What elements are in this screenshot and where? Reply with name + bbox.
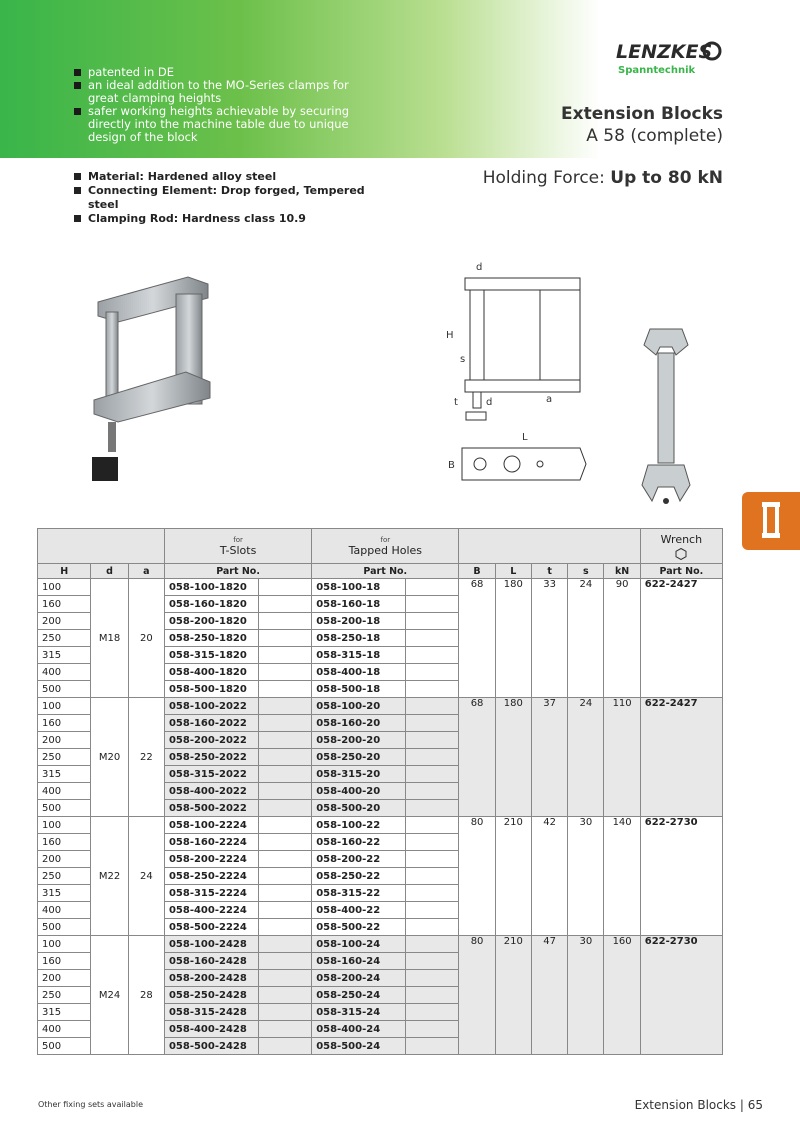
cell-s: 24 — [568, 698, 604, 817]
cell-empty — [406, 817, 459, 834]
cell-a: 22 — [128, 698, 164, 817]
cell-tslot-part: 058-400-1820 — [164, 664, 258, 681]
dim-d: d — [486, 397, 493, 408]
cell-tapped-part: 058-400-18 — [312, 664, 406, 681]
cell-empty — [258, 766, 311, 783]
cell-tslot-part: 058-200-1820 — [164, 613, 258, 630]
cell-tslot-part: 058-200-2022 — [164, 732, 258, 749]
cell-empty — [406, 1021, 459, 1038]
cell-tslot-part: 058-400-2022 — [164, 783, 258, 800]
spec-item: Clamping Rod: Hardness class 10.9 — [74, 212, 374, 226]
cell-empty — [258, 698, 311, 715]
cell-empty — [258, 953, 311, 970]
cell-H: 160 — [38, 596, 91, 613]
cell-empty — [406, 613, 459, 630]
col-wrench-part: Part No. — [640, 564, 722, 579]
cell-tapped-part: 058-100-24 — [312, 936, 406, 953]
cell-tslot-part: 058-200-2224 — [164, 851, 258, 868]
col-t: t — [531, 564, 567, 579]
cell-t: 33 — [531, 579, 567, 698]
col-tslot-part: Part No. — [164, 564, 311, 579]
cell-tapped-part: 058-200-18 — [312, 613, 406, 630]
cell-tapped-part: 058-400-22 — [312, 902, 406, 919]
cell-tapped-part: 058-400-24 — [312, 1021, 406, 1038]
cell-empty — [258, 630, 311, 647]
cell-tslot-part: 058-400-2224 — [164, 902, 258, 919]
cell-tslot-part: 058-315-2224 — [164, 885, 258, 902]
cell-tslot-part: 058-500-2224 — [164, 919, 258, 936]
cell-empty — [258, 749, 311, 766]
wrench-group-header: Wrench — [640, 529, 722, 564]
cell-a: 20 — [128, 579, 164, 698]
cell-empty — [258, 868, 311, 885]
cell-H: 100 — [38, 817, 91, 834]
cell-tapped-part: 058-100-20 — [312, 698, 406, 715]
cell-B: 68 — [459, 698, 495, 817]
cell-tslot-part: 058-160-1820 — [164, 596, 258, 613]
cell-wrench-part: 622-2427 — [640, 698, 722, 817]
cell-empty — [406, 919, 459, 936]
cell-B: 80 — [459, 817, 495, 936]
col-s: s — [568, 564, 604, 579]
table-row — [38, 936, 723, 953]
lenzkes-logo — [614, 38, 724, 78]
cell-H: 500 — [38, 800, 91, 817]
parts-table — [37, 528, 723, 1055]
spacer-cell — [459, 529, 640, 564]
cell-L: 180 — [495, 579, 531, 698]
cell-empty — [406, 647, 459, 664]
cell-H: 100 — [38, 698, 91, 715]
cell-tapped-part: 058-315-22 — [312, 885, 406, 902]
cell-H: 315 — [38, 885, 91, 902]
cell-tslot-part: 058-250-1820 — [164, 630, 258, 647]
feature-list — [74, 66, 364, 144]
cell-tapped-part: 058-200-24 — [312, 970, 406, 987]
cell-empty — [258, 987, 311, 1004]
cell-H: 250 — [38, 749, 91, 766]
cell-t: 47 — [531, 936, 567, 1055]
cell-L: 210 — [495, 936, 531, 1055]
cell-empty — [406, 987, 459, 1004]
cell-d: M24 — [91, 936, 128, 1055]
dim-t: t — [454, 397, 458, 408]
cell-tapped-part: 058-250-22 — [312, 868, 406, 885]
cell-d: M20 — [91, 698, 128, 817]
col-kN: kN — [604, 564, 640, 579]
feature-item: safer working heights achievable by securing directly into the machine table due to unique design of the block — [74, 105, 364, 144]
cell-tapped-part: 058-100-22 — [312, 817, 406, 834]
cell-empty — [258, 936, 311, 953]
cell-empty — [406, 970, 459, 987]
cell-s: 24 — [568, 579, 604, 698]
cell-empty — [406, 936, 459, 953]
spacer-cell — [38, 529, 165, 564]
cell-a: 28 — [128, 936, 164, 1055]
cell-B: 80 — [459, 936, 495, 1055]
cell-tapped-part: 058-400-20 — [312, 783, 406, 800]
cell-s: 30 — [568, 817, 604, 936]
cell-wrench-part: 622-2730 — [640, 936, 722, 1055]
cell-wrench-part: 622-2730 — [640, 817, 722, 936]
cell-empty — [258, 970, 311, 987]
cell-tapped-part: 058-500-24 — [312, 1038, 406, 1055]
cell-H: 250 — [38, 868, 91, 885]
cell-empty — [406, 681, 459, 698]
col-a: a — [128, 564, 164, 579]
cell-empty — [406, 1038, 459, 1055]
cell-empty — [406, 698, 459, 715]
cell-tapped-part: 058-315-20 — [312, 766, 406, 783]
cell-tslot-part: 058-100-2022 — [164, 698, 258, 715]
cell-empty — [258, 647, 311, 664]
cell-H: 315 — [38, 766, 91, 783]
cell-empty — [406, 715, 459, 732]
cell-H: 250 — [38, 630, 91, 647]
cell-B: 68 — [459, 579, 495, 698]
cell-empty — [258, 596, 311, 613]
cell-H: 160 — [38, 834, 91, 851]
tapped-group-header: for Tapped Holes — [312, 529, 459, 564]
cell-tapped-part: 058-250-20 — [312, 749, 406, 766]
cell-empty — [406, 749, 459, 766]
cell-empty — [258, 579, 311, 596]
holding-force-label: Holding Force: — [482, 168, 605, 188]
cell-tslot-part: 058-315-2022 — [164, 766, 258, 783]
cell-H: 400 — [38, 1021, 91, 1038]
col-tapped-part: Part No. — [312, 564, 459, 579]
cell-empty — [258, 1021, 311, 1038]
cell-empty — [258, 613, 311, 630]
cell-empty — [406, 1004, 459, 1021]
feature-item: an ideal addition to the MO-Series clamps for great clamping heights — [74, 79, 364, 105]
cell-tapped-part: 058-160-24 — [312, 953, 406, 970]
cell-empty — [258, 919, 311, 936]
table-row — [38, 817, 723, 834]
cell-H: 160 — [38, 715, 91, 732]
cell-tapped-part: 058-315-24 — [312, 1004, 406, 1021]
cell-empty — [258, 817, 311, 834]
cell-tapped-part: 058-250-24 — [312, 987, 406, 1004]
cell-tapped-part: 058-200-20 — [312, 732, 406, 749]
col-H: H — [38, 564, 91, 579]
cell-empty — [406, 902, 459, 919]
cell-tapped-part: 058-200-22 — [312, 851, 406, 868]
cell-t: 42 — [531, 817, 567, 936]
cell-tapped-part: 058-160-18 — [312, 596, 406, 613]
col-L: L — [495, 564, 531, 579]
cell-empty — [258, 885, 311, 902]
page-title: Extension Blocks — [561, 104, 723, 124]
cell-tapped-part: 058-160-20 — [312, 715, 406, 732]
cell-empty — [406, 851, 459, 868]
cell-H: 500 — [38, 681, 91, 698]
cell-tslot-part: 058-100-2224 — [164, 817, 258, 834]
cell-tslot-part: 058-250-2428 — [164, 987, 258, 1004]
page-subtitle: A 58 (complete) — [586, 126, 723, 146]
dim-d-top: d — [476, 262, 483, 273]
table-row — [38, 698, 723, 715]
cell-empty — [406, 783, 459, 800]
cell-empty — [258, 851, 311, 868]
cell-H: 315 — [38, 1004, 91, 1021]
extension-block-icon — [760, 500, 782, 542]
cell-H: 100 — [38, 579, 91, 596]
product-photo — [78, 272, 228, 492]
cell-empty — [406, 732, 459, 749]
dim-L: L — [522, 432, 528, 443]
cell-empty — [406, 664, 459, 681]
cell-tslot-part: 058-315-2428 — [164, 1004, 258, 1021]
cell-d: M22 — [91, 817, 128, 936]
cell-tslot-part: 058-160-2022 — [164, 715, 258, 732]
feature-item: patented in DE — [74, 66, 364, 79]
tslots-group-header: for T-Slots — [164, 529, 311, 564]
cell-H: 200 — [38, 613, 91, 630]
cell-H: 400 — [38, 783, 91, 800]
cell-tapped-part: 058-100-18 — [312, 579, 406, 596]
cell-H: 500 — [38, 919, 91, 936]
cell-empty — [258, 800, 311, 817]
svg-text:Spanntechnik: Spanntechnik — [618, 65, 696, 76]
dim-B: B — [448, 460, 455, 471]
cell-tapped-part: 058-250-18 — [312, 630, 406, 647]
wrench-image — [636, 325, 696, 505]
cell-tapped-part: 058-500-22 — [312, 919, 406, 936]
cell-empty — [406, 800, 459, 817]
table-row — [38, 579, 723, 596]
cell-tslot-part: 058-500-2022 — [164, 800, 258, 817]
cell-empty — [258, 664, 311, 681]
cell-empty — [406, 885, 459, 902]
hexagon-icon — [675, 548, 687, 560]
cell-H: 250 — [38, 987, 91, 1004]
spec-item: Connecting Element: Drop forged, Tempered steel — [74, 184, 374, 212]
cell-kN: 90 — [604, 579, 640, 698]
cell-empty — [258, 715, 311, 732]
cell-tapped-part: 058-160-22 — [312, 834, 406, 851]
cell-empty — [258, 681, 311, 698]
footer-note: Other fixing sets available — [38, 1100, 143, 1109]
cell-empty — [406, 630, 459, 647]
cell-tslot-part: 058-160-2428 — [164, 953, 258, 970]
cell-empty — [406, 868, 459, 885]
cell-tapped-part: 058-500-18 — [312, 681, 406, 698]
cell-H: 200 — [38, 732, 91, 749]
cell-empty — [258, 834, 311, 851]
cell-L: 180 — [495, 698, 531, 817]
cell-tslot-part: 058-160-2224 — [164, 834, 258, 851]
cell-tslot-part: 058-250-2224 — [164, 868, 258, 885]
spec-list — [74, 170, 374, 226]
cell-tslot-part: 058-315-1820 — [164, 647, 258, 664]
dim-a: a — [546, 394, 553, 405]
cell-empty — [258, 902, 311, 919]
cell-kN: 160 — [604, 936, 640, 1055]
cell-empty — [258, 1004, 311, 1021]
cell-H: 500 — [38, 1038, 91, 1055]
col-B: B — [459, 564, 495, 579]
spec-item: Material: Hardened alloy steel — [74, 170, 374, 184]
cell-empty — [258, 783, 311, 800]
cell-tslot-part: 058-100-2428 — [164, 936, 258, 953]
cell-L: 210 — [495, 817, 531, 936]
cell-tslot-part: 058-500-2428 — [164, 1038, 258, 1055]
cell-empty — [258, 1038, 311, 1055]
cell-a: 24 — [128, 817, 164, 936]
cell-empty — [406, 953, 459, 970]
cell-H: 200 — [38, 851, 91, 868]
technical-drawing — [440, 260, 590, 490]
cell-empty — [406, 596, 459, 613]
svg-text:LENZKES: LENZKES — [616, 41, 713, 63]
cell-tapped-part: 058-500-20 — [312, 800, 406, 817]
cell-empty — [258, 732, 311, 749]
dim-H: H — [446, 330, 454, 341]
cell-empty — [406, 834, 459, 851]
cell-H: 160 — [38, 953, 91, 970]
cell-H: 400 — [38, 664, 91, 681]
cell-H: 100 — [38, 936, 91, 953]
cell-empty — [406, 766, 459, 783]
cell-kN: 110 — [604, 698, 640, 817]
cell-H: 315 — [38, 647, 91, 664]
cell-empty — [406, 579, 459, 596]
col-d: d — [91, 564, 128, 579]
cell-d: M18 — [91, 579, 128, 698]
cell-tslot-part: 058-250-2022 — [164, 749, 258, 766]
holding-force-value: Up to 80 kN — [610, 168, 723, 188]
cell-tslot-part: 058-200-2428 — [164, 970, 258, 987]
cell-kN: 140 — [604, 817, 640, 936]
cell-tslot-part: 058-400-2428 — [164, 1021, 258, 1038]
cell-H: 400 — [38, 902, 91, 919]
cell-wrench-part: 622-2427 — [640, 579, 722, 698]
cell-tslot-part: 058-500-1820 — [164, 681, 258, 698]
holding-force — [483, 168, 723, 188]
cell-t: 37 — [531, 698, 567, 817]
cell-tslot-part: 058-100-1820 — [164, 579, 258, 596]
footer-page: Extension Blocks | 65 — [634, 1098, 763, 1112]
cell-tapped-part: 058-315-18 — [312, 647, 406, 664]
cell-H: 200 — [38, 970, 91, 987]
cell-s: 30 — [568, 936, 604, 1055]
dim-s: s — [460, 354, 466, 365]
